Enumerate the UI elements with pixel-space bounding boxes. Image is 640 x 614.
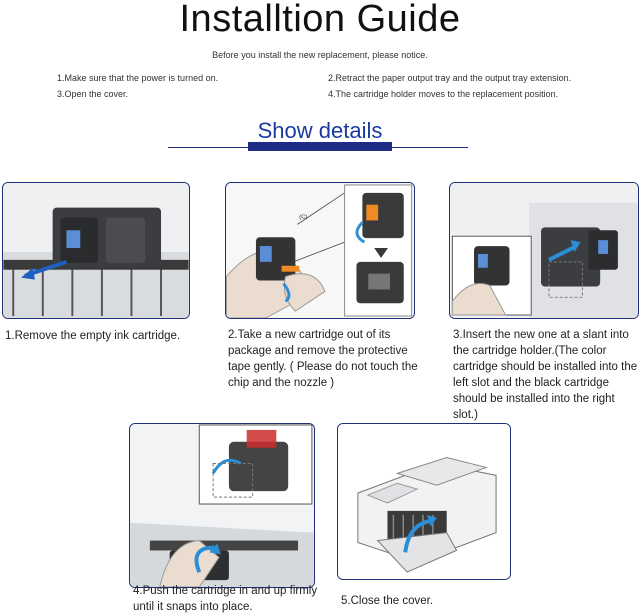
prep-step-4: 4.The cartridge holder moves to the replacement position. <box>328 89 559 99</box>
tape-strip <box>282 266 300 272</box>
step-4-illustration <box>129 423 315 588</box>
intro-note: Before you install the new replacement, please notice. <box>212 50 428 60</box>
step-3-caption: 3.Insert the new one at a slant into the cartridge holder.(The color cartridge should be installed into the left slot and the black cartridge should be installed into the right slot.) <box>453 329 638 421</box>
show-details-heading: Show details <box>257 118 383 143</box>
prep-step-3: 3.Open the cover. <box>57 89 129 99</box>
step-1-illustration <box>2 182 190 319</box>
step-2-illustration <box>225 182 415 319</box>
prep-step-2: 2.Retract the paper output tray and the output tray extension. <box>328 73 572 83</box>
callout-label: (C) <box>299 214 308 221</box>
prep-step-1: 1.Make sure that the power is turned on. <box>57 73 219 83</box>
step-1-caption: 1.Remove the empty ink cartridge. <box>5 330 181 342</box>
step-5-illustration <box>337 423 511 580</box>
step-5-caption: 5.Close the cover. <box>341 595 434 607</box>
step-4-caption: 4.Push the cartridge in and up firmly until it snaps into place. <box>133 585 318 613</box>
step-2-caption: 2.Take a new cartridge out of its package and remove the protective tape gently. ( Please do not touch the chip and the nozzle ) <box>228 329 418 389</box>
guide-title: Installtion Guide <box>179 0 461 40</box>
step-3-illustration <box>449 182 639 319</box>
